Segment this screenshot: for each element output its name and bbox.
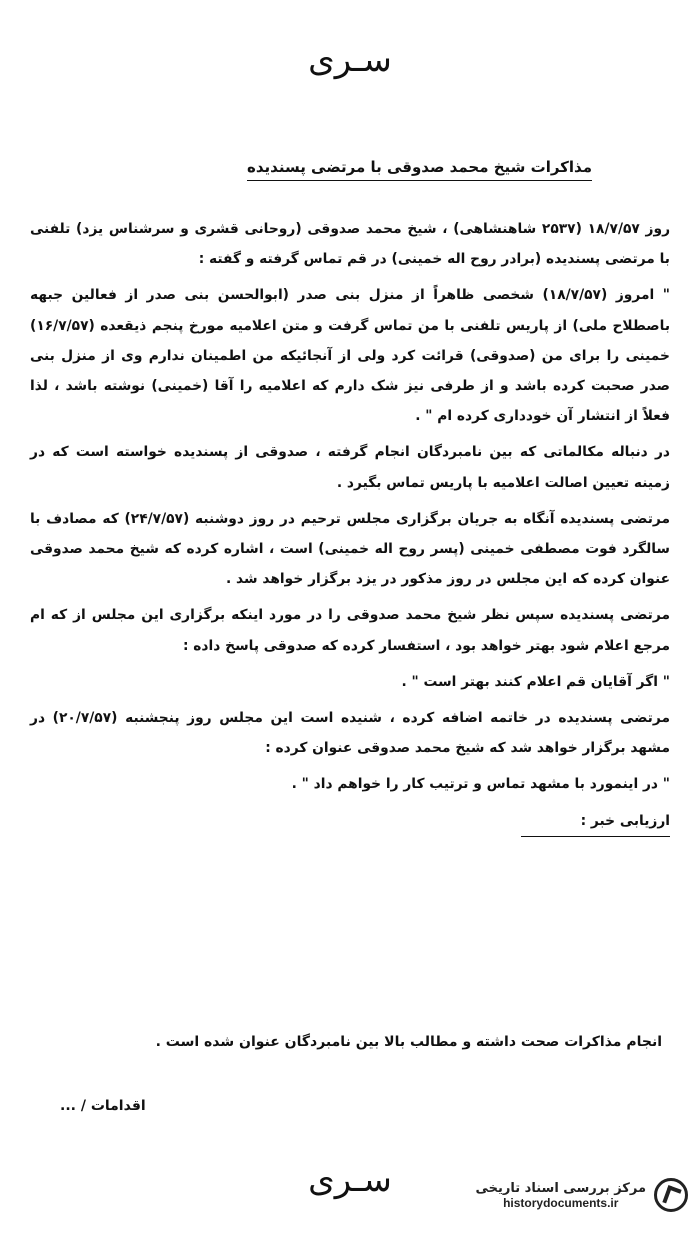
paragraph-6: " اگر آقایان قم اعلام کنند بهتر است " . xyxy=(401,673,670,690)
watermark-org: مرکز بررسی اسناد تاریخی xyxy=(475,1180,646,1196)
paragraph-1: روز ۱۸/۷/۵۷ (۲۵۳۷ شاهنشاهی) ، شیخ محمد صدوقی (روحانی قشری و سرشناس یزد) تلفنی با مرتضی پسندیده (برادر روح اله خمینی) در قم تماس گرفته و گفته : xyxy=(30,221,671,268)
document-body xyxy=(30,214,670,837)
watermark xyxy=(476,1178,689,1212)
assessment-label: ارزیابی خبر : xyxy=(521,806,670,837)
paragraph-8: " در اینمورد با مشهد تماس و ترتیب کار را خواهم داد " . xyxy=(291,776,670,793)
action-note: اقدامات / ... xyxy=(60,1098,146,1114)
paragraph-5: مرتضی پسندیده سپس نظر شیخ محمد صدوقی را در مورد اینکه برگزاری این مجلس از که ام مرجع اعلام شود بهتر خواهد بود ، استفسار کرده که صدوقی پاسخ داده : xyxy=(30,607,670,654)
paragraph-2: " امروز (۱۸/۷/۵۷) شخصی ظاهراً از منزل بنی صدر (ابوالحسن بنی صدر از فعالین جبهه باصطلاح ملی) از پاریس تلفنی با من تماس گرفت و متن اعلامیه مورخ پنجم ذیقعده (۱۶/۷/۵۷) خمینی را برای من (صدوقی) قرائت کرد ولی از آنجائیکه من اطمینان ندارم وی از منزل بنی صدر صحبت کرده باشد و از طرفی نیز شک دارم که اعلامیه را آقا (خمینی) نوشته باشد ، لذا فعلاً از انتشار آن خودداری کرده ام " . xyxy=(30,287,670,425)
watermark-text xyxy=(476,1181,647,1210)
document-title: مذاکرات شیخ محمد صدوقی با مرتضی پسندیده xyxy=(247,158,592,181)
assessment-heading xyxy=(30,806,670,837)
archive-logo-icon xyxy=(654,1178,688,1212)
paragraph-4: مرتضی پسندیده آنگاه به جریان برگزاری مجلس ترحیم در روز دوشنبه (۲۴/۷/۵۷) که مصادف با سالگرد فوت مصطفی خمینی (پسر روح اله خمینی) است ، اشاره کرده که شیخ محمد صدوقی عنوان کرده که این مجلس در روز مذکور در یزد برگزار خواهد شد . xyxy=(30,510,670,588)
paragraph-3: در دنباله مکالماتی که بین نامبردگان انجام گرفته ، صدوقی از پسندیده خواسته است که در زمینه تعیین اصالت اعلامیه با پاریس تماس بگیرد . xyxy=(30,444,670,491)
paragraph-7: مرتضی پسندیده در خاتمه اضافه کرده ، شنیده است این مجلس روز پنجشنبه (۲۰/۷/۵۷) در مشهد برگزار خواهد شد که شیخ محمد صدوقی عنوان کرده : xyxy=(30,710,670,757)
classification-stamp-top: سـری xyxy=(308,40,392,80)
conclusion-text: انجام مذاکرات صحت داشته و مطالب بالا بین نامبردگان عنوان شده است . xyxy=(155,1034,662,1050)
watermark-url: historydocuments.ir xyxy=(503,1195,619,1210)
classification-stamp-bottom: سـری xyxy=(308,1160,392,1200)
